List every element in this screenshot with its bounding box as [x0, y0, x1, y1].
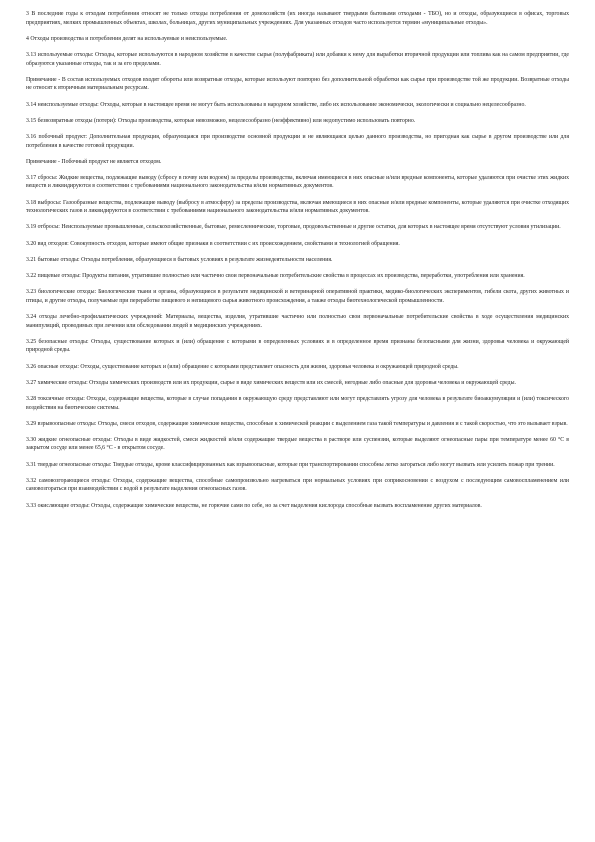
definition-3-15: 3.15 безвозвратные отходы (потери): Отходы производства, которые невозможно, нецелесообразно (неэффективно) или недопустимо использовать повторно. [26, 117, 416, 124]
definition-3-33: 3.33 окисляющие отходы: Отходы, содержащие химические вещества, не горючие сами по себе, но за счет выделения кислорода способные вызвать воспламенение других материалов. [26, 502, 482, 509]
definition-3-29: 3.29 взрывоопасные отходы: Отходы, смеси отходов, содержащие химические вещества, способные к химической реакции с выделением газа такой температуры и давления и с такой скоростью, что это вызывает взрыв. [26, 420, 568, 427]
definition-3-30: 3.30 жидкие огнеопасные отходы: Отходы в виде жидкостей, смеси жидкостей и/или содержащие твердые вещества в растворе или суспензии, которые выделяют огнеопасные пары при температуре менее 60 °С в закрытом сосуде или менее 65,6 °С - в открытом сосуде. [26, 436, 569, 452]
note-3-16: Примечание - Побочный продукт не является отходом. [26, 158, 162, 165]
definition-3-27: 3.27 химические отходы: Отходы химических производств или их продукции, сырье в виде химических веществ или их смесей, негодные либо опасные для здоровья человека и окружающей среды. [26, 379, 516, 386]
definition-3-31: 3.31 твердые огнеопасные отходы: Твердые отходы, кроме классифицированных как взрывоопасные, которые при транспортировании способны легко загораться либо могут вызвать или усилить пожар при трении. [26, 461, 555, 468]
definition-3-20: 3.20 вид отходов: Совокупность отходов, которые имеют общие признаки в соответствии с их происхождением, свойствами и технологией обращения. [26, 240, 400, 247]
definition-3-28: 3.28 токсичные отходы: Отходы, содержащие вещества, которые в случае попадания в окружающую среду представляют или могут представлять угрозу для человека в результате биоаккумуляции и (или) токсического воздействия на биотические системы. [26, 395, 569, 411]
definition-3-26: 3.26 опасные отходы: Отходы, существование которых и (или) обращение с которыми представляет опасность для жизни, здоровья человека и окружающей природной среды. [26, 363, 459, 370]
definition-3-19: 3.19 отбросы: Неиспользуемые промышленные, сельскохозяйственные, бытовые, ремесленнические, торговые, продовольственные и другие остатки, для которых в настоящее время отсутствуют условия утилизации. [26, 224, 561, 231]
paragraph-note-3: 3 В последние годы к отходам потребления относят не только отходы потребления от домохозяйств (их иногда называют твердыми бытовыми отходами - ТБО), но и отходы, образующиеся в офисах, торговых предприятиях, мелких промышленных объектах, школах, больницах, других муниципальных учреждениях. Для указанных отходов часто используется термин «муниципальные отходы». [26, 11, 569, 26]
note-3-13: Примечание - В состав используемых отходов входят обороты или возвратные отходы, которые используют повторно без дополнительной обработки как сырье при производстве той же продукции. Возвратные отходы не относят к вторичным материальным ресурсам. [26, 76, 569, 92]
paragraph-note-4: 4 Отходы производства и потребления делят на используемые и неиспользуемые. [26, 35, 228, 42]
definition-3-22: 3.22 пищевые отходы: Продукты питания, утратившие полностью или частично свои первоначальные потребительские свойства в процессах их производства, переработки, употребления или хранения. [26, 273, 525, 279]
definition-3-23: 3.23 биологические отходы: Биологические ткани и органы, образующиеся в результате медицинской и ветеринарной оперативной практики, медико-биологических экспериментов, гибели скота, других животных и птицы, и другие отходы, получаемые при переработке пищевого и непищевого сырья животного происхождения, а также отходы биотехнологической промышленности. [26, 289, 569, 304]
definition-3-16: 3.16 побочный продукт: Дополнительная продукция, образующаяся при производстве основной продукции и не являющаяся целью данного производства, но пригодная как сырье в другом производстве или для потребления в качестве готовой продукции. [26, 133, 569, 149]
document-page [26, 10, 569, 518]
definition-3-25: 3.25 безопасные отходы: Отходы, существование которых и (или) обращение с которыми в определенных условиях и в определенное время признаны безопасными для жизни, здоровья человека и окружающей природной среды. [26, 338, 569, 354]
definition-3-14: 3.14 неиспользуемые отходы: Отходы, которые в настоящее время не могут быть использованы в народном хозяйстве, либо их использование экономически, экологически и социально нецелесообразно. [26, 101, 526, 108]
definition-3-17: 3.17 сбросы: Жидкие вещества, подлежащие выводу (сбросу в почву или водоем) за пределы производства, включая имеющиеся в них опасные и/или вредные компоненты, которые удаляются при очистке этих жидких веществ и ликвидируются в соответствии с требованиями национального законодательства и/или нормативных документов. [26, 174, 569, 190]
definition-3-21: 3.21 бытовые отходы: Отходы потребления, образующиеся в бытовых условиях в результате жизнедеятельности населения. [26, 256, 333, 263]
definition-3-32: 3.32 самовозгорающиеся отходы: Отходы, содержащие вещества, способные самопроизвольно нагреваться при нормальных условиях при соприкосновении с воздухом с последующим самовоспламенением или самовозгораться при взаимодействии с водой в результате выделения огнеопасных газов. [26, 477, 569, 493]
definition-3-18: 3.18 выбросы: Газообразные вещества, подлежащие выводу (выбросу в атмосферу) за пределы производства, включая имеющиеся в них опасные и/или вредные компоненты, которые удаляются при очистке отходящих технологических газов и ликвидируются в соответствии с требованиями национального законодательства и/или нормативных документов. [26, 199, 569, 215]
definition-3-24: 3.24 отходы лечебно-профилактических учреждений: Материалы, вещества, изделия, утратившие частично или полностью свои первоначальные потребительские свойства в ходе осуществления медицинских манипуляций, проводимых при лечении или обследовании людей в медицинских учреждениях. [26, 313, 569, 329]
definition-3-13: 3.13 используемые отходы: Отходы, которые используются в народном хозяйстве в качестве сырья (полуфабриката) или добавки к нему для выработки вторичной продукции или топлива как на самом предприятии, где образуются указанные отходы, так и за его пределами. [26, 51, 569, 67]
